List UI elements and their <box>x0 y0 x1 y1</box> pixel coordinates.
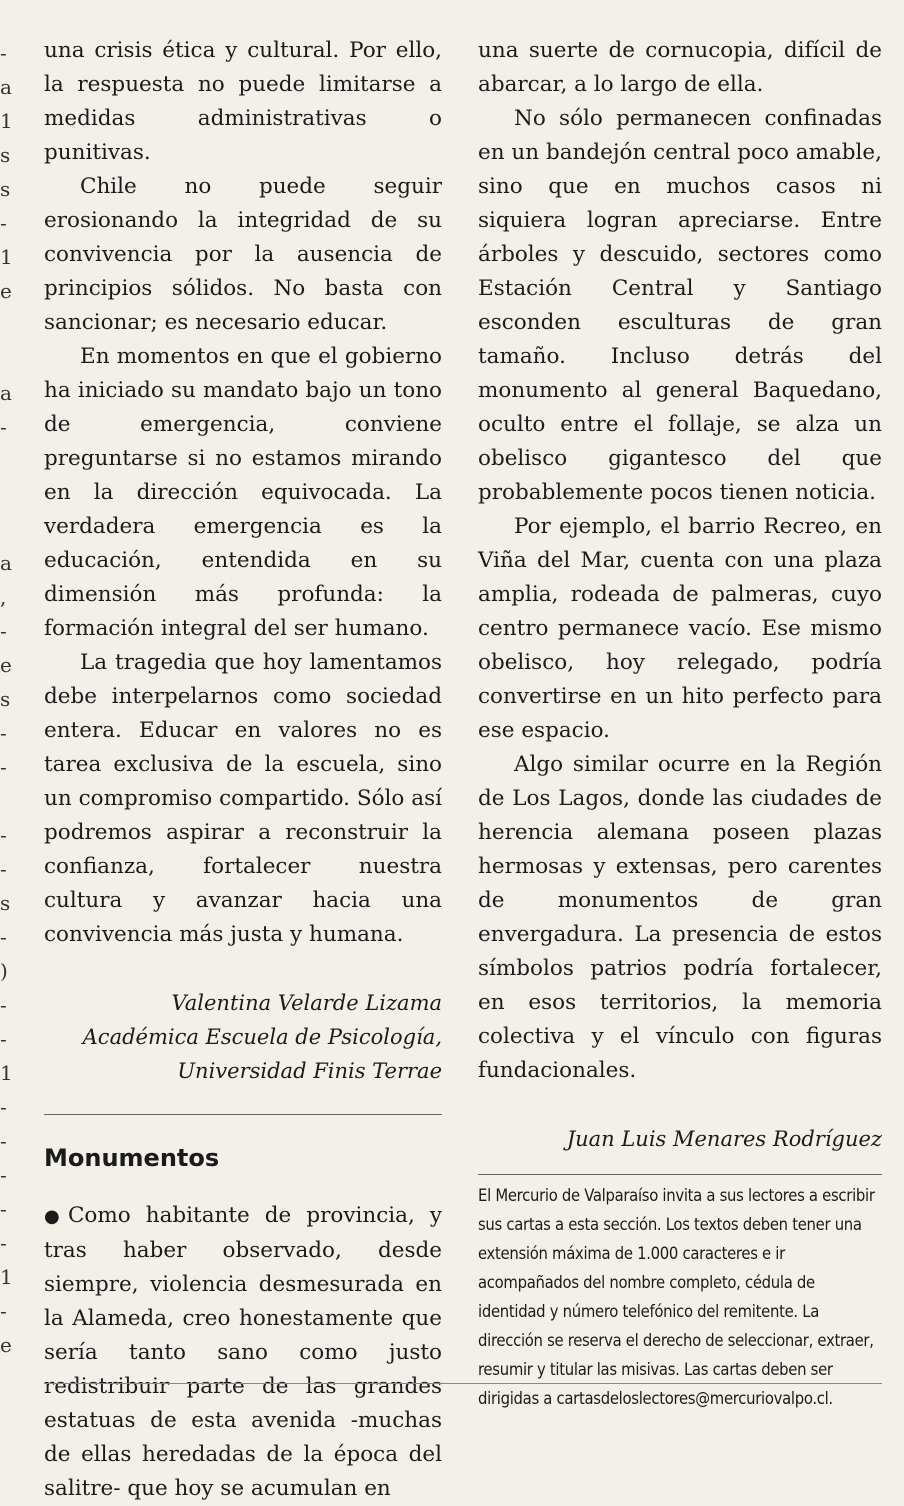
letter1-signature <box>44 986 442 1088</box>
letter1-paragraph-4: La tragedia que hoy lamentamos debe interpelarnos como sociedad entera. Educar en valores no es tarea exclusiva de la escuela, sino un compromiso compartido. Sólo así podremos aspirar a reconstruir la confianza, fortalecer nuestra cultura y avanzar hacia una convivencia más justa y humana. <box>44 650 442 947</box>
letter1-paragraph-2: Chile no puede seguir erosionando la integridad de su convivencia por la ausencia de principios sólidos. No basta con sancionar; es necesario educar. <box>44 174 442 335</box>
gutter-fragment: - <box>0 721 7 745</box>
letter1-paragraph-1: una crisis ética y cultural. Por ello, la respuesta no puede limitarse a medidas administrativas o punitivas. <box>44 38 442 165</box>
gutter-fragment: - <box>0 1299 7 1323</box>
letter2-paragraph-continued: una suerte de cornucopia, difícil de abarcar, a lo largo de ella. <box>478 38 882 97</box>
letter2-paragraph-2: No sólo permanecen confinadas en un bandejón central poco amable, sino que en muchos casos ni siquiera logran apreciarse. Entre árboles y descuido, sectores como Estación Central y Santiago esconden esculturas de gran tamaño. Incluso detrás del monumento al general Baquedano, oculto entre el follaje, se alza un obelisco gigantesco del que probablemente pocos tienen noticia. <box>478 106 882 505</box>
gutter-fragment: 1 <box>0 109 13 133</box>
gutter-fragment: e <box>0 279 12 303</box>
divider-line <box>44 1114 442 1115</box>
letter2-paragraph-4: Algo similar ocurre en la Región de Los Lagos, donde las ciudades de herencia alemana poseen plazas hermosas y extensas, pero carentes de monumentos de gran envergadura. La presencia de estos símbolos patrios podría fortalecer, en esos territorios, la memoria colectiva y el vínculo con figuras fundacionales. <box>478 752 882 1083</box>
gutter-fragment <box>0 478 16 512</box>
gutter-fragment: - <box>0 1027 7 1051</box>
divider-line <box>478 1174 882 1175</box>
gutter-fragment <box>0 512 16 546</box>
gutter-fragment: - <box>0 1197 7 1221</box>
section-title: Monumentos <box>44 1144 220 1172</box>
gutter-fragment: a <box>0 75 12 99</box>
gutter-fragment: - <box>0 857 7 881</box>
gutter-fragment: , <box>0 585 7 609</box>
gutter-fragment: - <box>0 41 7 65</box>
gutter-fragment: - <box>0 993 7 1017</box>
gutter-fragment <box>0 444 16 478</box>
gutter-fragment: - <box>0 755 7 779</box>
gutter-fragment: s <box>0 687 11 711</box>
right-column <box>478 34 882 1413</box>
gutter-fragment: 1 <box>0 1265 13 1289</box>
signature-organization: Universidad Finis Terrae <box>177 1059 442 1083</box>
reader-letters-notice: El Mercurio de Valparaíso invita a sus lectores a escribir sus cartas a esta sección. Los textos deben tener una extensión máxima de 1.000 caracteres e ir acompañados del nombre completo, cédula de identidad y número telefónico del remitente. La dirección se reserva el derecho de seleccionar, extraer, resumir y titular las misivas. Las cartas deben ser dirigidas a cartasdeloslectores@mercuriovalpo.cl. <box>478 1186 875 1408</box>
gutter-fragment: 1 <box>0 1061 13 1085</box>
previous-column-fragments <box>0 36 16 1362</box>
gutter-fragment: - <box>0 415 7 439</box>
bullet-icon: ● <box>44 1206 68 1227</box>
gutter-fragment <box>0 342 16 376</box>
left-column <box>44 34 442 1506</box>
gutter-fragment: a <box>0 551 12 575</box>
gutter-fragment: s <box>0 891 11 915</box>
gutter-fragment: - <box>0 1129 7 1153</box>
gutter-fragment: e <box>0 1333 12 1357</box>
signature-name: Valentina Velarde Lizama <box>171 991 442 1015</box>
gutter-fragment: e <box>0 653 12 677</box>
bottom-divider <box>44 1383 882 1384</box>
gutter-fragment: s <box>0 177 11 201</box>
letter2-paragraph-1-text: Como habitante de provincia, y tras haber observado, desde siempre, violencia desmesurada en la Alameda, creo honestamente que sería tanto sano como justo redistribuir parte de las grandes estatuas de esta avenida -muchas de ellas heredadas de la época del salitre- que hoy se acumulan en <box>44 1203 442 1501</box>
letter2-signature: Juan Luis Menares Rodríguez <box>566 1127 882 1151</box>
gutter-fragment: a <box>0 381 12 405</box>
gutter-fragment: 1 <box>0 245 13 269</box>
gutter-fragment: - <box>0 823 7 847</box>
letter1-paragraph-3: En momentos en que el gobierno ha iniciado su mandato bajo un tono de emergencia, conviene preguntarse si no estamos mirando en la dirección equivocada. La verdadera emergencia es la educación, entendida en su dimensión más profunda: la formación integral del ser humano. <box>44 344 442 641</box>
letter2-paragraph-3: Por ejemplo, el barrio Recreo, en Viña del Mar, cuenta con una plaza amplia, rodeada de palmeras, cuyo centro permanece vacío. Ese mismo obelisco, hoy relegado, podría convertirse en un hito perfecto para ese espacio. <box>478 514 882 743</box>
gutter-fragment: - <box>0 1095 7 1119</box>
gutter-fragment: - <box>0 925 7 949</box>
gutter-fragment: s <box>0 143 11 167</box>
gutter-fragment <box>0 308 16 342</box>
gutter-fragment: ) <box>0 959 8 983</box>
gutter-fragment: - <box>0 619 7 643</box>
gutter-fragment: - <box>0 1231 7 1255</box>
gutter-fragment <box>0 784 16 818</box>
gutter-fragment: - <box>0 211 7 235</box>
letter2-paragraph-1 <box>44 1199 442 1506</box>
signature-role: Académica Escuela de Psicología, <box>82 1025 442 1049</box>
gutter-fragment: - <box>0 1163 7 1187</box>
